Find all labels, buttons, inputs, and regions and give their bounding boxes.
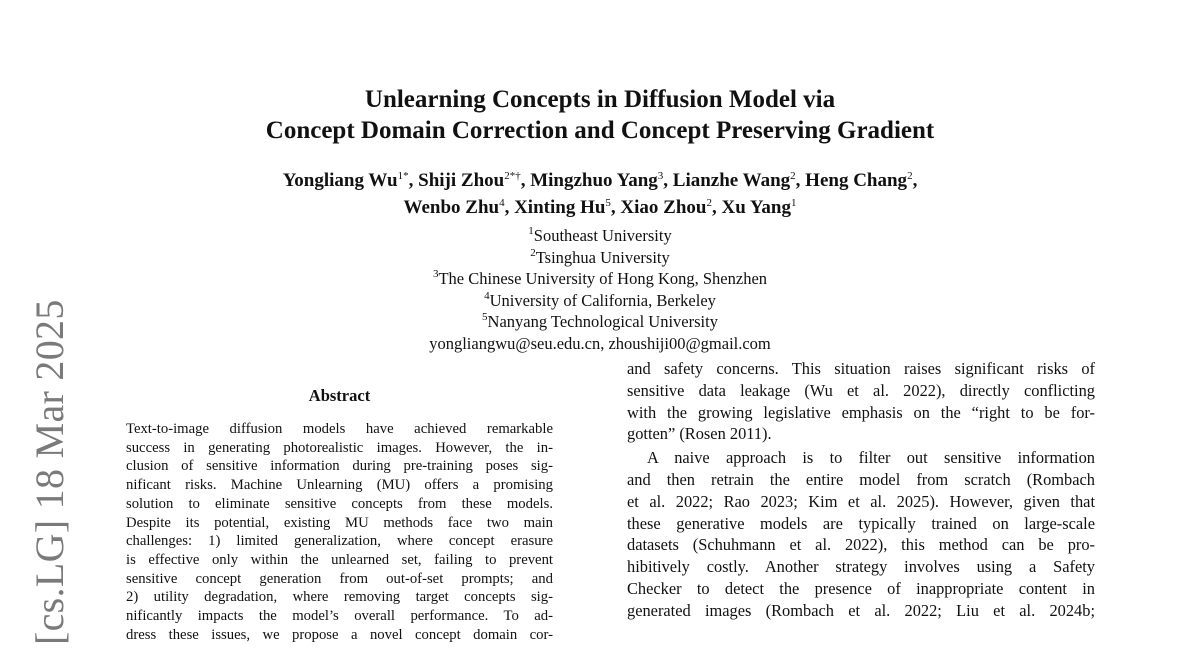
arxiv-identifier: [cs.LG] 18 Mar 2025: [27, 299, 72, 645]
abstract-heading: Abstract: [308, 386, 371, 405]
affiliation: $^4$University of California, Berkeley: [484, 289, 716, 310]
author-line-1: [0, 167, 1200, 194]
author: Wenbo Zhu$^4$,: [403, 197, 515, 218]
body-paragraph: and safety concerns. This situation raises significant risks of sensitive data leakage (Wu et al. 2022), directly conflicting with the growing legislative emphasis on the “right to be for- gotten” (Rosen 2011).: [627, 359, 1095, 444]
author: Xinting Hu$^5$,: [514, 197, 621, 218]
author: Shiji Zhou$^{2*\dagger}$,: [418, 170, 531, 191]
author: Yongliang $Wu^{1*}$,: [282, 170, 419, 191]
author-list: [0, 167, 1200, 221]
author: Mingzhuo Yang$^3$,: [530, 170, 673, 191]
abstract-text: Text-to-image diffusion models have achieved remarkable success in generating photorealistic images. However, the in- clusion of sensitive information during pre-training poses sig- nificant risks. Machine Unlearning (MU) offers a promising solution to eliminate sensitive concepts from these models. Despite its potential, existing MU methods face two main challenges: 1) limited generalization, where concept erasure is effective only within the unlearned set, failing to prevent sensitive concept generation from out-of-set prompts; and 2) utility degradation, where removing target concepts sig- nificantly impacts the model’s overall performance. To ad- dress these issues, we propose a novel concept domain cor-: [126, 421, 553, 643]
affiliation: $^3$The Chinese University of Hong Kong, Shenzhen: [432, 268, 768, 288]
affiliation: $^2$Tsinghua University: [530, 246, 670, 267]
body-paragraph: A naive approach is to filter out sensitive information and then retrain the entire model from scratch (Rombach et al. 2022; Rao 2023; Kim et al. 2025). However, given that these generative models are typically trained on large-scale datasets (Schuhmann et al. 2022), this method can be pro- hibitively costly. Another strategy involves using a Safety Checker to detect the presence of inappropriate content in generated images (Rombach et al. 2022; Liu et al. 2024b;: [627, 448, 1095, 620]
author: Xiao Zhou$^2$,: [620, 197, 722, 218]
title-line-2: Concept Domain Correction and Concept Preserving Gradient: [265, 117, 935, 144]
intro-column: [627, 358, 1095, 622]
affiliation: $^1$Southeast University: [528, 225, 672, 245]
affiliation: $^5$Nanyang Technological University: [482, 311, 718, 331]
author: Lianzhe Wang$^2$,: [672, 170, 806, 191]
author: Heng Chang$^2$,: [805, 170, 918, 191]
affiliations: [0, 225, 1200, 354]
author: Xu Yang$^1$: [721, 197, 797, 218]
paper-title: [0, 84, 1200, 146]
author-line-2: [0, 194, 1200, 221]
contact-emails: yongliangwu@seu.edu.cn, zhoushiji00@gmail.com: [429, 333, 771, 353]
title-line-1: Unlearning Concepts in Diffusion Model via: [364, 86, 836, 113]
arxiv-side-stamp: [26, 299, 74, 645]
abstract-section: [126, 386, 553, 644]
